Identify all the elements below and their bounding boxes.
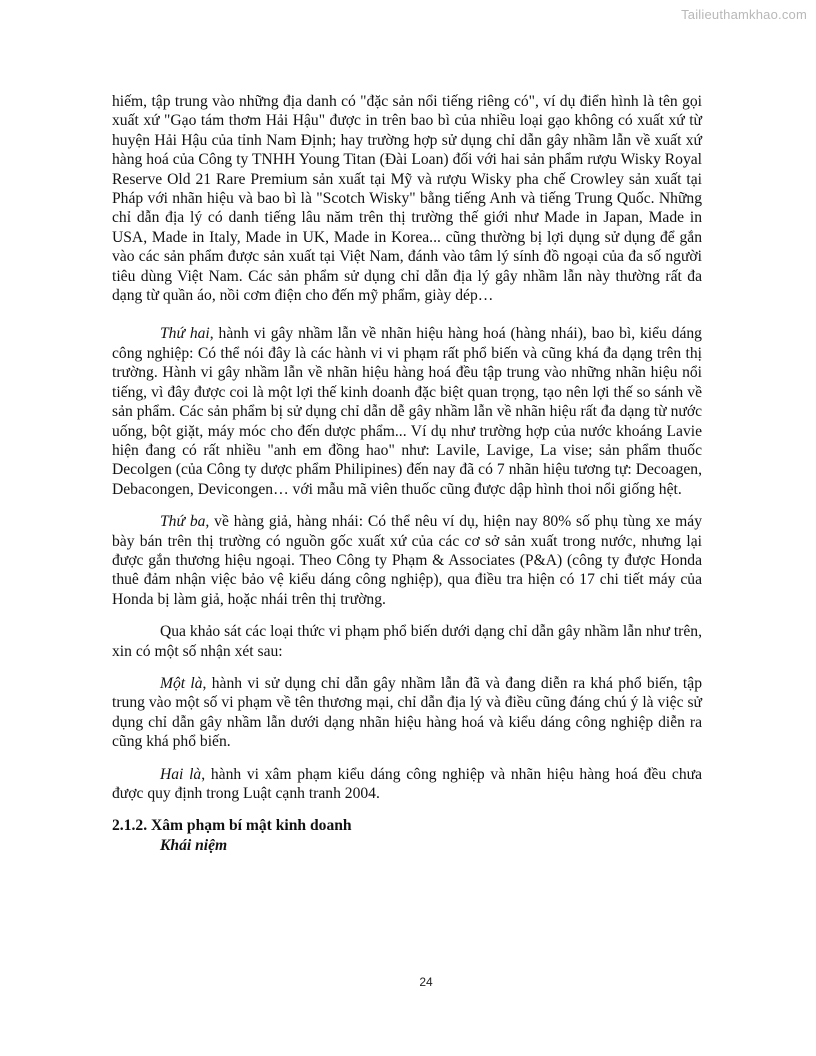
paragraph-lead: Thứ hai xyxy=(160,325,210,343)
paragraph-mot-la xyxy=(112,674,702,752)
paragraph-text: về hàng giả, hàng nhái: Có thể nêu ví dụ, hiện nay 80% số phụ tùng xe máy bày bán trên thị trường có nguồn gốc xuất xứ của các cơ sở sản xuất trong nước, nhưng lại được gắn thương hiệu ngoại. Theo Công ty Phạm & Associates (P&A) (công ty được Honda thuê đảm nhận việc bảo vệ kiểu dáng công nghiệp), qua điều tra hiện có 17 chi tiết máy của Honda bị làm giả, hoặc nhái trên thị trường. xyxy=(112,513,702,608)
page-number: 24 xyxy=(419,975,433,989)
paragraph-hai-la xyxy=(112,765,702,804)
watermark: Tailieuthamkhao.com xyxy=(681,7,807,22)
paragraph-text: , hành vi xâm phạm kiểu dáng công nghiệp và nhãn hiệu hàng hoá đều chưa được quy định trong Luật cạnh tranh 2004. xyxy=(112,765,702,802)
paragraph-text: hiếm, tập trung vào những địa danh có "đặc sản nổi tiếng riêng có", ví dụ điển hình là tên gọi xuất xứ "Gạo tám thơm Hải Hậu" được in trên bao bì của nhiều loại gạo không có xuất xứ từ huyện Hải Hậu của tỉnh Nam Định; hay trường hợp sử dụng chỉ dẫn gây nhầm lẫn về xuất xứ hàng hoá của Công ty TNHH Young Titan (Đài Loan) đối với hai sản phẩm rượu Wisky Royal Reserve Old 21 Rare Premium sản xuất tại Mỹ và rượu Wisky pha chế Crowley sản xuất tại Pháp với nhãn hiệu và bao bì là "Scotch Wisky" bằng tiếng Anh và tiếng Trung Quốc. Những chỉ dẫn địa lý có danh tiếng lâu năm trên thị trường thế giới như Made in Japan, Made in USA, Made in Italy, Made in UK, Made in Korea... cũng thường bị lợi dụng sử dụng để gắn vào các sản phẩm được sản xuất tại Việt Nam, đánh vào tâm lý sính đồ ngoại của đa số người tiêu dùng Việt Nam. Các sản phẩm sử dụng chỉ dẫn địa lý gây nhầm lẫn này thường rất đa dạng từ quần áo, nồi cơm điện cho đến mỹ phẩm, giày dép… xyxy=(112,93,702,305)
paragraph-lead: Một là xyxy=(160,674,203,692)
paragraph-text: , hành vi sử dụng chỉ dẫn gây nhầm lẫn đã và đang diễn ra khá phổ biến, tập trung vào một số vi phạm về tên thương mại, chỉ dẫn địa lý và điều cũng đáng chú ý là việc sử dụng chỉ dẫn gây nhầm lẫn dưới dạng nhãn hiệu hàng hoá và kiểu dáng công nghiệp diễn ra cũng khá phổ biến. xyxy=(112,674,702,751)
paragraph-survey-summary xyxy=(112,622,702,661)
paragraph-thu-hai xyxy=(112,324,702,499)
section-heading: 2.1.2. Xâm phạm bí mật kinh doanh xyxy=(112,817,352,835)
section-subheading: Khái niệm xyxy=(160,837,228,855)
paragraph-text: Qua khảo sát các loại thức vi phạm phổ biến dưới dạng chỉ dẫn gây nhầm lẫn như trên, xin có một số nhận xét sau: xyxy=(112,623,702,660)
paragraph-lead: Hai là xyxy=(160,765,202,783)
paragraph-text: , hành vi gây nhầm lẫn về nhãn hiệu hàng hoá (hàng nhái), bao bì, kiểu dáng công nghiệp: Có thể nói đây là các hành vi vi phạm rất phổ biến và cũng khá đa dạng trên thị trường. Hành vi gây nhầm lẫn về nhãn hiệu hàng hoá đều tập trung vào những nhãn hiệu nổi tiếng, vì đây được coi là một lợi thế kinh doanh đặc biệt quan trọng, tạo nên lợi thế so sánh về sản phẩm. Các sản phẩm bị sử dụng chỉ dẫn dễ gây nhầm lẫn về nhãn hiệu rất đa dạng từ nước uống, bột giặt, máy móc cho đến dược phẩm... Ví dụ như trường hợp của nước khoáng Lavie hiện đang có rất nhiều "anh em đồng hao" như: Lavile, Lavige, La vise; sản phẩm thuốc Decolgen (của Công ty dược phẩm Philipines) đến nay đã có 7 nhãn hiệu tương tự: Decoagen, Debacongen, Devicongen… với mẫu mã viên thuốc cũng được dập hình thoi nổi giống hệt. xyxy=(112,325,702,498)
document-body xyxy=(112,92,702,856)
paragraph-thu-ba xyxy=(112,512,702,609)
paragraph-lead: Thứ ba, xyxy=(160,513,210,531)
paragraph-geographic-indications xyxy=(112,92,702,305)
